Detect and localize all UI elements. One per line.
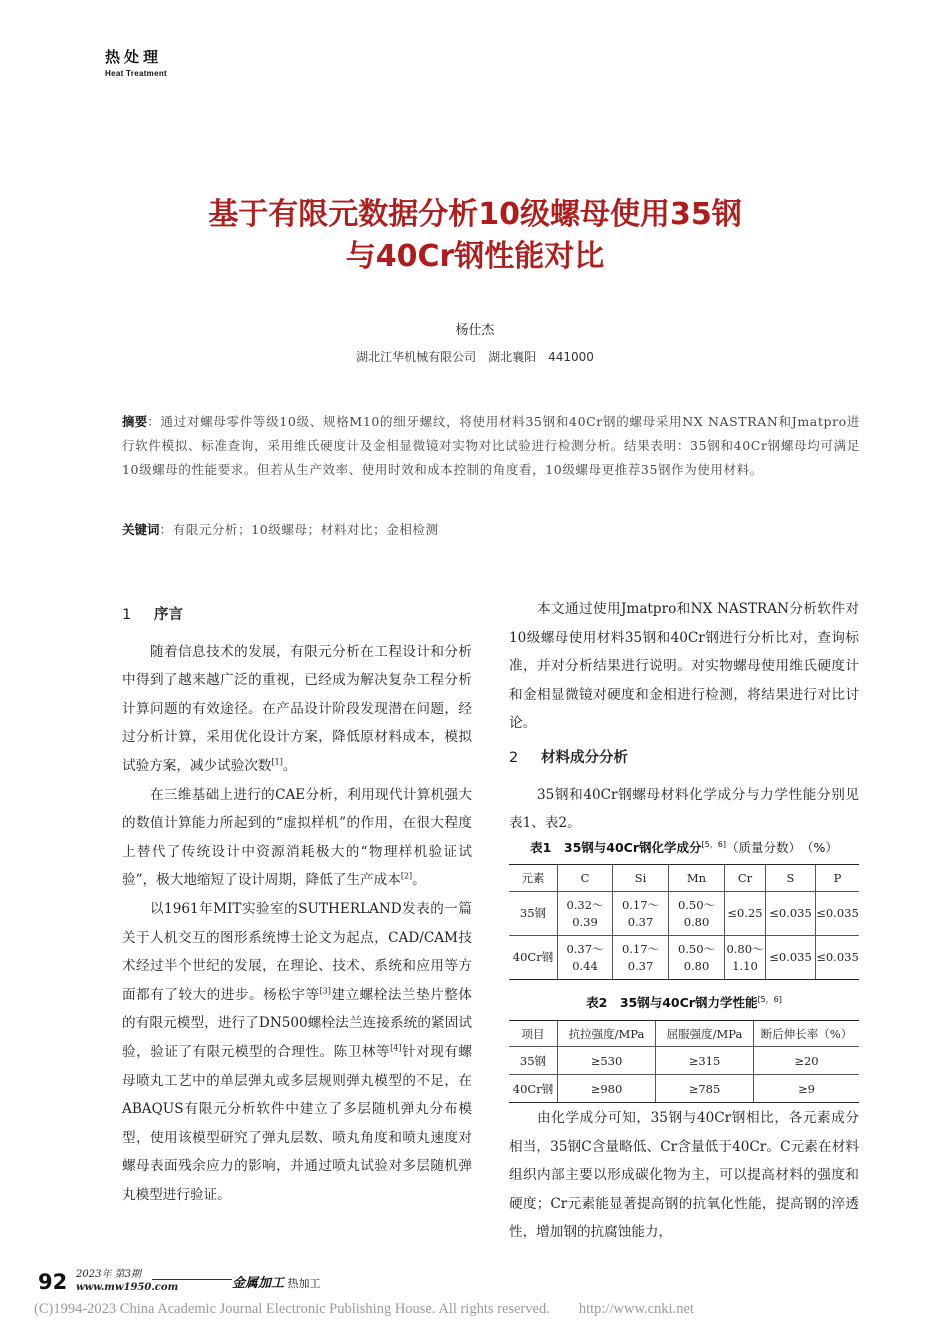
abstract bbox=[122, 410, 860, 482]
table2 bbox=[509, 1020, 859, 1103]
table-cell: ≤0.035 bbox=[766, 892, 816, 936]
table1-caption bbox=[509, 838, 859, 856]
cell-line: 0.80 bbox=[683, 958, 710, 973]
journal-website: www.mw1950.com bbox=[76, 1282, 179, 1293]
heading-text: 序言 bbox=[154, 607, 183, 623]
right-column-continued bbox=[509, 1104, 859, 1247]
table-cell: ≤0.035 bbox=[766, 936, 816, 980]
paragraph-text: 以1961年MIT实验室的SUTHERLAND发表的一篇关于人机交互的图形系统博士论文为起点，CAD/CAM技术经过半个世纪的发展，在理论、技术、系统和应用等方面都有了较大的进步。杨松宇等 bbox=[122, 900, 472, 1003]
section-title-cn: 热处理 bbox=[105, 48, 163, 66]
table-cell: 40Cr钢 bbox=[509, 936, 558, 980]
paragraph-text: 针对现有螺母喷丸工艺中的单层弹丸或多层规则弹丸模型的不足，在ABAQUS有限元分析软件中建立了多层随机弹丸分布模型，使用该模型研究了弹丸层数、喷丸角度和喷丸速度对螺母表面残余应力的影响，并通过喷丸试验对多层随机弹丸模型进行验证。 bbox=[122, 1043, 473, 1203]
citation: [5，6] bbox=[701, 839, 726, 849]
title-line-2: 与40Cr钢性能对比 bbox=[345, 239, 605, 274]
table-cell: ≥9 bbox=[754, 1075, 860, 1103]
table-cell: ≥785 bbox=[656, 1075, 754, 1103]
paragraph bbox=[122, 781, 472, 895]
issue-text: 2023年 第3期 bbox=[76, 1269, 141, 1280]
affiliation: 湖北江华机械有限公司 湖北襄阳 441000 bbox=[356, 350, 594, 364]
table-cell bbox=[725, 936, 766, 980]
table-header-cell: 屈服强度/MPa bbox=[656, 1021, 754, 1047]
table-cell: ≤0.035 bbox=[816, 892, 860, 936]
paragraph-text: 在三维基础上进行的CAE分析，利用现代计算机强大的数值计算能力所起到的“虚拟样机”的作用，在很大程度上替代了传统设计中资源消耗极大的“物理样机验证试验”，极大地缩短了设计周期，降低了生产成本 bbox=[122, 786, 472, 889]
cell-line: 0.50～ bbox=[677, 897, 716, 912]
table-cell: 40Cr钢 bbox=[509, 1075, 558, 1103]
keywords-label: 关键词 bbox=[122, 522, 160, 537]
cell-line: 0.80～ bbox=[726, 941, 764, 956]
cell-line: 1.10 bbox=[732, 958, 758, 973]
cell-line: 0.17～ bbox=[621, 941, 660, 956]
citation: [4] bbox=[390, 1043, 402, 1053]
table-cell bbox=[613, 892, 669, 936]
heading-introduction bbox=[122, 601, 472, 630]
table-header-cell: Cr bbox=[725, 865, 766, 892]
table-row bbox=[509, 892, 859, 936]
title-line-1: 基于有限元数据分析10级螺母使用35钢 bbox=[208, 197, 742, 232]
abstract-label: 摘要 bbox=[122, 414, 148, 429]
caption-title: 35钢与40Cr钢化学成分 bbox=[563, 840, 702, 855]
cell-line: 0.50～ bbox=[677, 941, 716, 956]
paragraph-text: 随着信息技术的发展，有限元分析在工程设计和分析中得到了越来越广泛的重视，已经成为解决复杂工程分析计算问题的有效途径。在产品设计阶段发现潜在问题，经过分析计算，采用优化设计方案，降低原材料成本，模拟试验方案，减少试验次数 bbox=[122, 643, 472, 774]
copyright-line: (C)1994-2023 China Academic Journal Electronic Publishing House. All rights reserved. http://www.cnki.net bbox=[34, 1301, 694, 1317]
table-row bbox=[509, 1047, 859, 1075]
table-cell bbox=[613, 936, 669, 980]
table-header-row bbox=[509, 1021, 859, 1047]
table-cell: ≤0.035 bbox=[816, 936, 860, 980]
right-column bbox=[509, 595, 859, 838]
cell-line: 0.39 bbox=[572, 914, 598, 929]
page-number: 92 bbox=[38, 1270, 68, 1294]
table-row bbox=[509, 1075, 859, 1103]
table-header-cell: 断后伸长率（%） bbox=[754, 1021, 860, 1047]
cell-line: 0.17～ bbox=[621, 897, 660, 912]
paragraph: 本文通过使用Jmatpro和NX NASTRAN分析软件对10级螺母使用材料35钢和40Cr钢进行分析比对，查询标准，并对分析结果进行说明。对实物螺母使用维氏硬度计和金相显微镜对硬度和金相进行检测，将结果进行对比讨论。 bbox=[509, 601, 859, 732]
table1 bbox=[509, 864, 859, 980]
heading-number: 1 bbox=[122, 607, 132, 623]
heading-material bbox=[509, 744, 859, 773]
caption-label: 表1 bbox=[530, 840, 552, 855]
paragraph: 由化学成分可知，35钢与40Cr钢相比，各元素成分相当，35钢C含量略低、Cr含量低于40Cr。C元素在材料组织内部主要以形成碳化物为主，可以提高材料的强度和硬度；Cr元素能显著提高钢的抗氧化性能，提高钢的淬透性，增加钢的抗腐蚀能力， bbox=[509, 1110, 859, 1241]
cell-line: 0.37 bbox=[627, 958, 654, 973]
table-header-cell: Mn bbox=[669, 865, 725, 892]
caption-unit: （质量分数） （%） bbox=[725, 840, 838, 855]
table-header-cell: 元素 bbox=[509, 865, 558, 892]
table-header-cell: 项目 bbox=[509, 1021, 558, 1047]
footer-divider bbox=[152, 1279, 232, 1280]
paragraph-end: 。 bbox=[282, 757, 297, 774]
keywords bbox=[122, 518, 860, 542]
table-header-cell: P bbox=[816, 865, 860, 892]
section-title-en: Heat Treatment bbox=[105, 69, 167, 78]
heading-number: 2 bbox=[509, 749, 519, 766]
table-header-cell: C bbox=[558, 865, 613, 892]
table-cell: 35钢 bbox=[509, 892, 558, 936]
cell-line: 0.37～ bbox=[566, 941, 604, 956]
table-header-row bbox=[509, 865, 859, 892]
journal-logo bbox=[232, 1272, 321, 1291]
journal-logo-text: 金属加工 bbox=[232, 1276, 285, 1291]
citation: [2] bbox=[400, 871, 413, 881]
cell-line: 0.80 bbox=[683, 914, 710, 929]
table-cell bbox=[669, 892, 725, 936]
table-header-cell: 抗拉强度/MPa bbox=[558, 1021, 656, 1047]
table-cell bbox=[669, 936, 725, 980]
author: 杨仕杰 bbox=[455, 323, 495, 338]
paragraph-text: 建立螺栓法兰垫片整体的有限元模型，进行了DN500螺栓法兰连接系统的紧固试验，验证了有限元模型的合理性。陈卫林等 bbox=[122, 986, 473, 1060]
table-cell: ≥530 bbox=[558, 1047, 656, 1075]
journal-issue bbox=[76, 1268, 178, 1294]
paragraph: 35钢和40Cr钢螺母材料化学成分与力学性能分别见表1、表2。 bbox=[509, 786, 859, 832]
caption-label: 表2 bbox=[586, 995, 608, 1010]
journal-logo-sub: 热加工 bbox=[287, 1277, 321, 1290]
table-cell: 35钢 bbox=[509, 1047, 558, 1075]
table-cell bbox=[558, 892, 613, 936]
heading-text: 材料成分分析 bbox=[541, 749, 628, 766]
table-header-cell: S bbox=[766, 865, 816, 892]
keywords-text: ：有限元分析；10级螺母；材料对比；金相检测 bbox=[159, 522, 439, 537]
paper-title bbox=[0, 194, 950, 278]
table-cell: ≥315 bbox=[656, 1047, 754, 1075]
paragraph-end: 。 bbox=[412, 872, 426, 889]
section-header bbox=[105, 46, 167, 78]
table-cell: ≤0.25 bbox=[725, 892, 766, 936]
table-cell bbox=[558, 936, 613, 980]
citation: [1] bbox=[271, 757, 283, 767]
table-cell: ≥980 bbox=[558, 1075, 656, 1103]
cell-line: 0.37 bbox=[627, 914, 654, 929]
left-column bbox=[122, 595, 472, 1209]
paragraph bbox=[122, 895, 472, 1210]
abstract-text: ：通过对螺母零件等级10级、规格M10的细牙螺纹，将使用材料35钢和40Cr钢的螺母采用NX NASTRAN和Jmatpro进行软件模拟、标准查询，采用维氏硬度计及金相显微镜对实物对比试验进行检测分析。结果表明：35钢和40Cr钢螺母均可满足10级螺母的性能要求。但若从生产效率、使用时效和成本控制的角度看，10级螺母更推荐35钢作为使用材料。 bbox=[122, 414, 860, 477]
paragraph bbox=[122, 638, 472, 781]
cell-line: 0.32～ bbox=[566, 897, 604, 912]
table2-caption bbox=[509, 993, 859, 1011]
citation: [3] bbox=[319, 986, 331, 996]
table-row bbox=[509, 936, 859, 980]
caption-title: 35钢与40Cr钢力学性能 bbox=[619, 995, 758, 1010]
citation: [5，6] bbox=[757, 994, 782, 1004]
table-cell: ≥20 bbox=[754, 1047, 860, 1075]
cell-line: 0.44 bbox=[572, 958, 598, 973]
table-header-cell: Si bbox=[613, 865, 669, 892]
